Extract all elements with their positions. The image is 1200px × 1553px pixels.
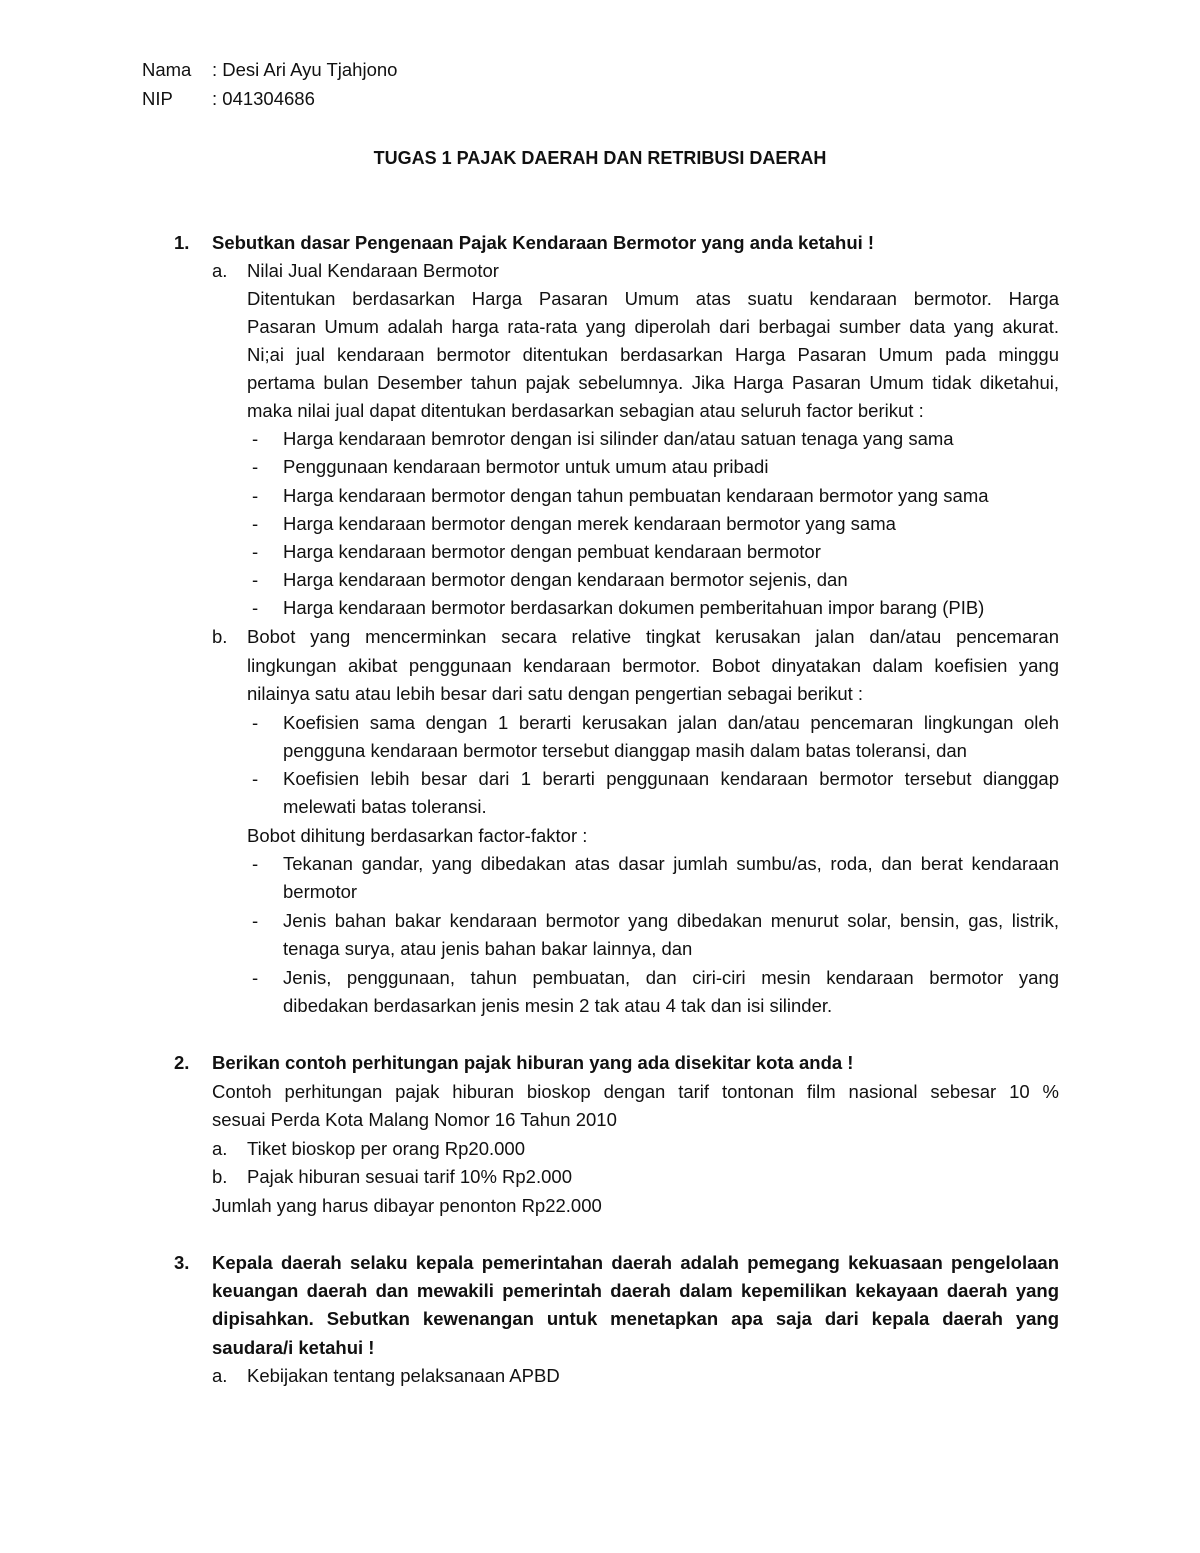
q3-a-marker: a. — [212, 1365, 228, 1386]
header-nip-row — [142, 85, 315, 113]
dash-bullet: - — [252, 712, 259, 733]
q1-b-factor-line: Jenis bahan bakar kendaraan bermotor yang dibedakan menurut solar, bensin, gas, listrik, — [283, 910, 1059, 931]
dash-bullet: - — [252, 513, 259, 534]
q2-number: 2. — [174, 1052, 190, 1073]
dash-bullet: - — [252, 910, 259, 931]
q2-intro-line: sesuai Perda Kota Malang Nomor 16 Tahun 2010 — [212, 1109, 617, 1130]
q1-b-factor-line: Tekanan gandar, yang dibedakan atas dasar jumlah sumbu/as, roda, dan berat kendaraan — [283, 853, 1059, 874]
q1-b-factor-line: dibedakan berdasarkan jenis mesin 2 tak atau 4 tak dan isi silinder. — [283, 995, 833, 1016]
dash-bullet: - — [252, 853, 259, 874]
q1-a-bullet: Harga kendaraan bemrotor dengan isi silinder dan/atau satuan tenaga yang sama — [283, 428, 954, 449]
q1-a-bullet: Harga kendaraan bermotor dengan merek kendaraan bermotor yang sama — [283, 513, 896, 534]
q3-question-line: Kepala daerah selaku kepala pemerintahan daerah adalah pemegang kekuasaan pengelolaan — [212, 1252, 1059, 1273]
document-title: TUGAS 1 PAJAK DAERAH DAN RETRIBUSI DAERAH — [373, 148, 827, 168]
q3-number: 3. — [174, 1252, 190, 1273]
q3-question-line: dipisahkan. Sebutkan kewenangan untuk menetapkan apa saja dari kepala daerah yang — [212, 1308, 1059, 1329]
q1-b-para-line: lingkungan akibat penggunaan kendaraan bermotor. Bobot dinyatakan dalam koefisien yang — [247, 655, 1059, 676]
nama-label: Nama — [142, 59, 192, 80]
q1-b-marker: b. — [212, 626, 228, 647]
nip-label: NIP — [142, 88, 173, 109]
q2-intro-line: Contoh perhitungan pajak hiburan bioskop dengan tarif tontonan film nasional sebesar 10 % — [212, 1081, 1059, 1102]
nip-value: : 041304686 — [212, 88, 315, 109]
q1-a-para-line: pertama bulan Desember tahun pajak sebelumnya. Jika Harga Pasaran Umum tidak diketahui, — [247, 372, 1059, 393]
q1-a-para-line: Ni;ai jual kendaraan bermotor ditentukan berdasarkan Harga Pasaran Umum pada minggu — [247, 344, 1059, 365]
q3-question-line: keuangan daerah dan mewakili pemerintah daerah dalam kepemilikan kekayaan daerah yang — [212, 1280, 1059, 1301]
q1-a-marker: a. — [212, 260, 228, 281]
q1-b-factor-line: tenaga surya, atau jenis bahan bakar lainnya, dan — [283, 938, 693, 959]
nama-value: : Desi Ari Ayu Tjahjono — [212, 59, 398, 80]
q1-question: Sebutkan dasar Pengenaan Pajak Kendaraan Bermotor yang anda ketahui ! — [212, 232, 875, 253]
q1-b-bullet-line: Koefisien sama dengan 1 berarti kerusakan jalan dan/atau pencemaran lingkungan oleh — [283, 712, 1059, 733]
q1-a-para-line: maka nilai jual dapat ditentukan berdasarkan sebagian atau seluruh factor berikut : — [247, 400, 924, 421]
q3-question-line: saudara/i ketahui ! — [212, 1337, 375, 1358]
q1-b-bullet-line: melewati batas toleransi. — [283, 796, 487, 817]
q3-a-text: Kebijakan tentang pelaksanaan APBD — [247, 1365, 560, 1386]
dash-bullet: - — [252, 569, 259, 590]
q1-b-bullet-line: Koefisien lebih besar dari 1 berarti penggunaan kendaraan bermotor tersebut dianggap — [283, 768, 1059, 789]
q1-b-para-line: nilainya satu atau lebih besar dari satu dengan pengertian sebagai berikut : — [247, 683, 864, 704]
dash-bullet: - — [252, 967, 259, 988]
dash-bullet: - — [252, 541, 259, 562]
q1-a-bullet: Harga kendaraan bermotor dengan kendaraan bermotor sejenis, dan — [283, 569, 848, 590]
q1-a-para-line: Pasaran Umum adalah harga rata-rata yang diperolah dari berbagai sumber data yang akurat. — [247, 316, 1059, 337]
dash-bullet: - — [252, 485, 259, 506]
q1-a-bullet: Harga kendaraan bermotor berdasarkan dokumen pemberitahuan impor barang (PIB) — [283, 597, 985, 618]
dash-bullet: - — [252, 428, 259, 449]
dash-bullet: - — [252, 768, 259, 789]
q1-b-factors-intro: Bobot dihitung berdasarkan factor-faktor : — [247, 825, 588, 846]
q1-a-bullet: Harga kendaraan bermotor dengan tahun pembuatan kendaraan bermotor yang sama — [283, 485, 989, 506]
dash-bullet: - — [252, 456, 259, 477]
q2-b-marker: b. — [212, 1166, 228, 1187]
q1-a-bullet: Penggunaan kendaraan bermotor untuk umum atau pribadi — [283, 456, 769, 477]
dash-bullet: - — [252, 597, 259, 618]
q2-a-marker: a. — [212, 1138, 228, 1159]
q1-a-title: Nilai Jual Kendaraan Bermotor — [247, 260, 499, 281]
q2-a-text: Tiket bioskop per orang Rp20.000 — [247, 1138, 526, 1159]
q2-total: Jumlah yang harus dibayar penonton Rp22.000 — [212, 1195, 602, 1216]
q1-a-para-line: Ditentukan berdasarkan Harga Pasaran Umum atas suatu kendaraan bermotor. Harga — [247, 288, 1059, 309]
q1-b-bullet-line: pengguna kendaraan bermotor tersebut dianggap masih dalam batas toleransi, dan — [283, 740, 967, 761]
q2-question: Berikan contoh perhitungan pajak hiburan yang ada disekitar kota anda ! — [212, 1052, 854, 1073]
q1-b-factor-line: Jenis, penggunaan, tahun pembuatan, dan ciri-ciri mesin kendaraan bermotor yang — [283, 967, 1059, 988]
q2-b-text: Pajak hiburan sesuai tarif 10% Rp2.000 — [247, 1166, 572, 1187]
q1-b-factor-line: bermotor — [283, 881, 358, 902]
q1-number: 1. — [174, 232, 190, 253]
header-nama-row — [142, 56, 397, 84]
q1-b-para-line: Bobot yang mencerminkan secara relative tingkat kerusakan jalan dan/atau pencemaran — [247, 626, 1059, 647]
q1-a-bullet: Harga kendaraan bermotor dengan pembuat kendaraan bermotor — [283, 541, 821, 562]
